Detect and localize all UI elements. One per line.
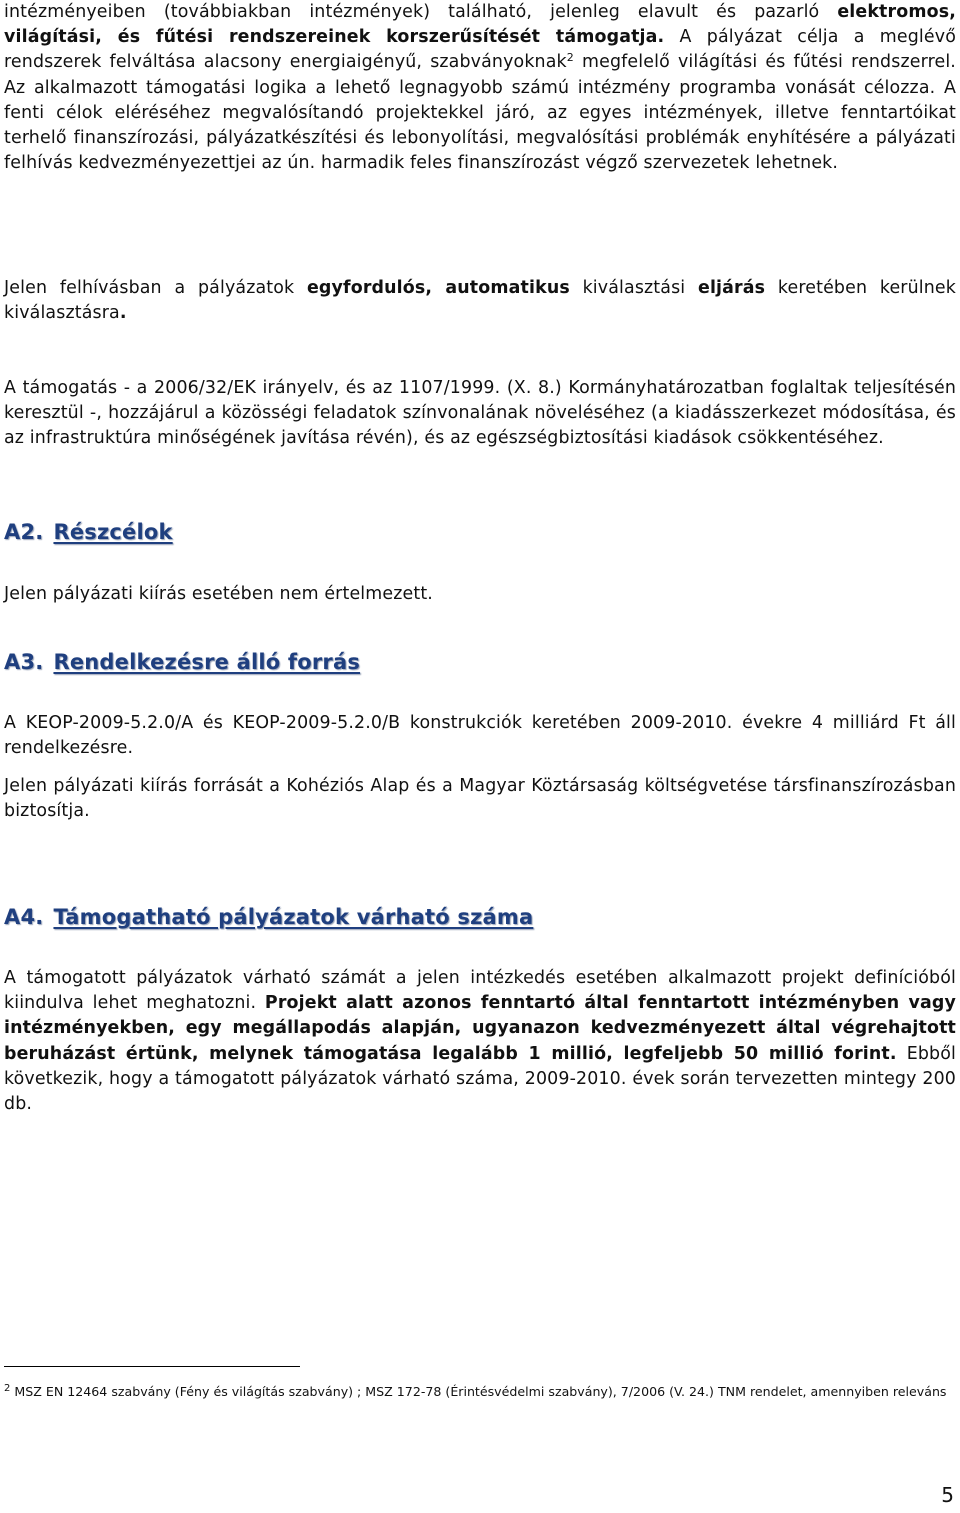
section-title: Támogatható pályázatok várható száma (53, 905, 534, 929)
paragraph-selection-procedure (4, 276, 956, 326)
paragraph-bold-text: Projekt alatt azonos fenntartó által fenntartott intézményben vagy intézményekben, egy megállapodás alapján, ugyanazon kedvezményezett által végrehajtott beruházást értünk, melynek támogatása legalább 1 millió, legfeljebb 50 millió forint. (4, 993, 956, 1064)
section-number: A2. (4, 520, 44, 544)
section-title: Rendelkezésre álló forrás (53, 650, 361, 674)
footnote-reference[interactable]: 2 (566, 51, 574, 65)
paragraph-bold-text: eljárás (698, 278, 766, 298)
paragraph-text: kiválasztási (569, 278, 698, 298)
paragraph-text: Jelen felhívásban a pályázatok (4, 278, 307, 298)
paragraph-intro (4, 0, 956, 176)
paragraph-bold-text: elektromos, világítási, és fűtési rendszereinek korszerűsítését támogatja. (4, 2, 956, 48)
paragraph-text: Ebből következik, hogy a támogatott pályázatok várható száma, 2009-2010. évek során tervezetten mintegy 200 db. (4, 1043, 956, 1115)
paragraph-subgoals: Jelen pályázati kiírás esetében nem értelmezett. (4, 584, 433, 604)
section-heading-a3 (4, 650, 360, 674)
section-heading-a2 (4, 520, 173, 544)
paragraph-text: megfelelő világítási és fűtési rendszerrel. Az alkalmazott támogatási logika a lehető legnagyobb számú intézmény programba vonását célozza. A fenti célok eléréséhez megvalósítandó projektekkel járó, az egyes intézmények, illetve fenntartóikat terhelő finanszírozási, pályázatkészítési és lebonyolítási, megvalósítási problémák enyhítésére a pályázati felhívás kedvezményezettjei az ún. harmadik feles finanszírozást végző szervezetek lehetnek. (4, 52, 956, 174)
section-title: Részcélok (53, 520, 173, 544)
section-number: A3. (4, 650, 44, 674)
paragraph-available-funds: A KEOP-2009-5.2.0/A és KEOP-2009-5.2.0/B konstrukciók keretében 2009-2010. évekre 4 milliárd Ft áll rendelkezésre. (4, 713, 956, 759)
paragraph-bold-text: . (119, 303, 127, 324)
footnote (4, 1382, 956, 1402)
page-number: 5 (941, 1483, 954, 1507)
paragraph-text: intézményeiben (továbbiakban intézmények) található, jelenleg elavult és pazarló (4, 2, 820, 22)
section-heading-a4 (4, 905, 533, 929)
footnote-separator (4, 1366, 300, 1367)
footnote-number: 2 (4, 1383, 11, 1394)
paragraph-funding-source: Jelen pályázati kiírás forrását a Kohéziós Alap és a Magyar Köztársaság költségvetése társfinanszírozásban biztosítja. (4, 776, 956, 822)
paragraph-expected-applications (4, 966, 956, 1117)
section-number: A4. (4, 905, 44, 929)
paragraph-text: A pályázat célja a meglévő rendszerek felváltása alacsony energiaigényű, szabványoknak (4, 27, 956, 73)
paragraph-text: keretében kerülnek kiválasztásra (4, 278, 956, 324)
paragraph-support-contribution: A támogatás - a 2006/32/EK irányelv, és az 1107/1999. (X. 8.) Kormányhatározatban foglaltak teljesítésén keresztül -, hozzájárul a közösségi feladatok színvonalának növeléséhez (a kiadásszerkezet módosítása, és az infrastruktúra minőségének javítása révén), és az egészségbiztosítási kiadások csökkentéséhez. (4, 378, 956, 449)
paragraph-bold-text: egyfordulós, automatikus (306, 278, 570, 298)
footnote-text: MSZ EN 12464 szabvány (Fény és világítás szabvány) ; MSZ 172-78 (Érintésvédelmi szabvány), 7/2006 (V. 24.) TNM rendelet, amennyiben releváns (10, 1384, 947, 1399)
paragraph-text: A támogatott pályázatok várható számát a jelen intézkedés esetében alkalmazott projekt definícióból kiindulva lehet meghatozni. (4, 968, 956, 1014)
